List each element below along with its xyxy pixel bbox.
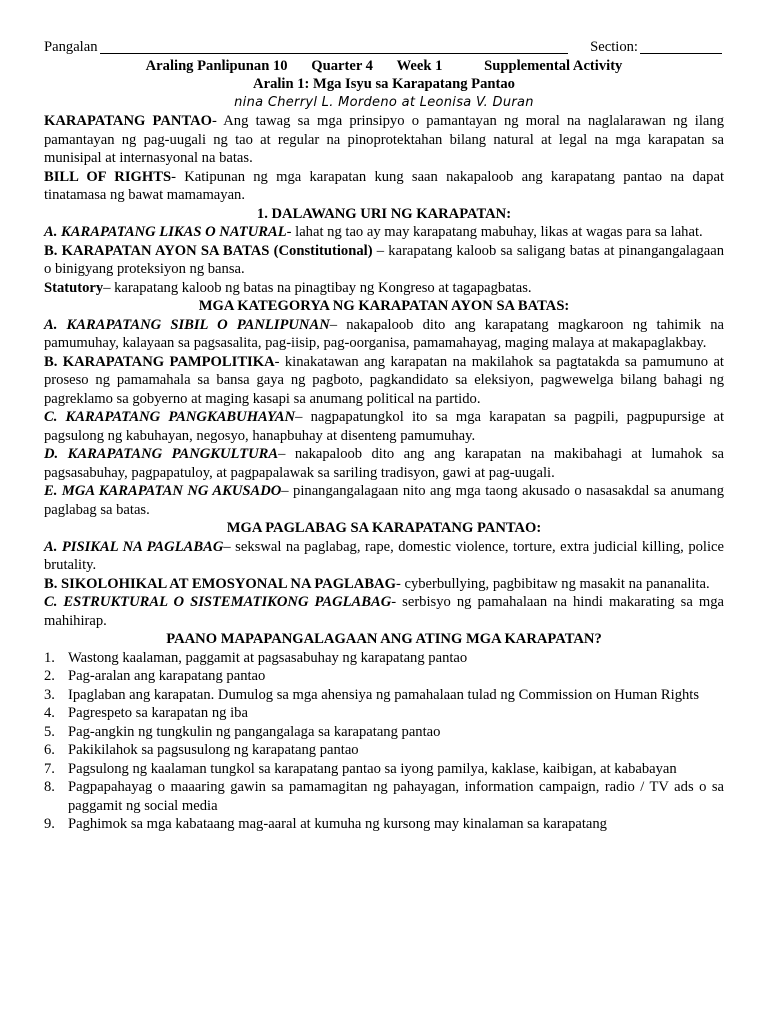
list-text: Pagrespeto sa karapatan ng iba — [68, 705, 248, 721]
item-term: D. KARAPATANG PANGKULTURA — [44, 446, 279, 462]
item-term: C. KARAPATANG PANGKABUHAYAN — [44, 409, 296, 425]
section-blank-line[interactable] — [640, 39, 722, 54]
week: Week 1 — [396, 57, 443, 74]
list-number: 5. — [44, 723, 55, 740]
item-term: Statutory — [44, 279, 104, 296]
quarter: Quarter 4 — [311, 57, 373, 74]
item-text: – nakapaloob dito ang karapatang magkaroon ng tahimik na pamumuhay, kalayaan sa pagsasalita, pag-iisip, pag-oorganisa, pamamahayag, maging malaya at makapaglakbay. — [44, 316, 724, 351]
list-number: 3. — [44, 686, 55, 703]
item-text: - lahat ng tao ay may karapatang mabuhay, likas at wagas para sa lahat. — [286, 224, 703, 240]
item-text: – nakapaloob dito ang ang karapatan na makibahagi at lumahok sa pagsasabuhay, pagpapatuloy, at pagpapalawak sa sariling tradisyon, gawi at pag-uugali. — [44, 446, 724, 481]
subject: Araling Panlipunan 10 — [145, 57, 288, 74]
list-number: 9. — [44, 816, 55, 832]
list-text: Pag-aralan ang karapatang pantao — [68, 668, 266, 684]
rights-type-item — [44, 242, 724, 279]
activity-type: Supplemental Activity — [484, 57, 623, 74]
section-heading: MGA KATEGORYA NG KARAPATAN AYON SA BATAS: — [198, 298, 570, 314]
list-text: Pakikilahok sa pagsusulong ng karapatang pantao — [68, 742, 359, 758]
item-term: C. ESTRUKTURAL O SISTEMATIKONG PAGLABAG — [44, 594, 392, 610]
category-item — [44, 316, 724, 353]
section-heading: 1. DALAWANG URI NG KARAPATAN: — [256, 205, 512, 222]
definition-text: - Katipunan ng mga karapatan kung saan nakapaloob ang karapatang pantao na dapat tinatamasa ng bawat mamamayan. — [44, 168, 724, 203]
list-number: 1. — [44, 649, 55, 666]
category-item — [44, 482, 724, 519]
definition-term: BILL OF RIGHTS — [44, 168, 172, 185]
item-text: – sekswal na paglabag, rape, domestic violence, torture, extra judicial killing, police brutality. — [44, 538, 724, 573]
list-number: 7. — [44, 760, 55, 777]
item-term: A. KARAPATANG SIBIL O PANLIPUNAN — [44, 316, 330, 333]
activity-title — [44, 57, 724, 76]
violation-item — [44, 593, 724, 630]
section-label: Section: — [590, 39, 638, 55]
item-text: - serbisyo ng pamahalaan na hindi makarating sa mga mahihirap. — [44, 594, 724, 629]
list-item — [44, 723, 724, 742]
list-text: Pagsulong ng kaalaman tungkol sa karapatang pantao sa iyong pamilya, kaklase, kaibigan, at kababayan — [68, 760, 677, 777]
item-text: - kinakatawan ang karapatan na makilahok sa pagtatakda sa pamumuno at proseso ng pamamahala sa bansa gaya ng pagboto, pagkandidato sa eleksiyon, pagwewelga bilang bahagi ng pagreklamo sa gobyerno at maging kasapi sa anumang political na partido. — [44, 353, 724, 407]
item-term: E. MGA KARAPATAN NG AKUSADO — [44, 483, 282, 499]
rights-type-item — [44, 279, 724, 298]
item-term: B. KARAPATANG PAMPOLITIKA — [44, 353, 275, 370]
list-text: Pagpapahayag o maaaring gawin sa pamamagitan ng pahayagan, information campaign, radio / TV ads o sa paggamit ng social media — [68, 779, 724, 814]
list-item — [44, 649, 724, 668]
item-text: – pinangangalagaan nito ang mga taong akusado o nasasakdal sa anumang paglabag sa batas. — [44, 483, 724, 518]
list-text: Pag-angkin ng tungkulin ng pangangalaga sa karapatang pantao — [68, 723, 441, 740]
list-item — [44, 667, 724, 686]
category-item — [44, 408, 724, 445]
item-text: – karapatang kaloob ng batas na pinagtibay ng Kongreso at tagapagbatas. — [103, 279, 532, 296]
list-number: 2. — [44, 668, 55, 684]
list-item — [44, 778, 724, 815]
item-text: - cyberbullying, pagbibitaw ng masakit na pananalita. — [395, 575, 710, 592]
name-section-row — [44, 38, 724, 57]
name-blank-line[interactable] — [100, 39, 569, 54]
definition-term: KARAPATANG PANTAO — [44, 113, 212, 129]
list-text: Paghimok sa mga kabataang mag-aaral at kumuha ng kursong may kinalaman sa karapatang — [68, 816, 607, 832]
list-item — [44, 760, 724, 779]
protection-list — [44, 649, 724, 834]
definition-paragraph — [44, 112, 724, 168]
lesson-title: Aralin 1: Mga Isyu sa Karapatang Pantao — [253, 76, 515, 92]
definition-paragraph — [44, 168, 724, 205]
list-number: 4. — [44, 705, 55, 721]
list-item — [44, 704, 724, 723]
category-item — [44, 445, 724, 482]
section-heading: PAANO MAPAPANGALAGAAN ANG ATING MGA KARAPATAN? — [166, 631, 602, 647]
list-item — [44, 741, 724, 760]
list-item — [44, 686, 724, 705]
section-heading: MGA PAGLABAG SA KARAPATANG PANTAO: — [226, 520, 542, 536]
authors: nina Cherryl L. Mordeno at Leonisa V. Duran — [234, 94, 534, 110]
item-text: – nagpapatungkol ito sa mga karapatan sa pagpili, pagpupursige at pagsulong ng kabuhayan, negosyo, hanapbuhay at disenteng pamumuhay. — [44, 409, 724, 444]
item-term: A. PISIKAL NA PAGLABAG — [44, 538, 224, 555]
list-number: 8. — [44, 779, 55, 795]
list-text: Ipaglaban ang karapatan. Dumulog sa mga ahensiya ng pamahalaan tulad ng Commission on Human Rights — [68, 686, 700, 703]
list-number: 6. — [44, 742, 55, 758]
definition-text: - Ang tawag sa mga prinsipyo o pamantayan ng moral na naglalarawan ng ilang pamantayan ng pag-uugali ng tao at regular na pinoprotektahan bilang natural at legal na mga karapatan sa munisipal at internasyonal na batas. — [44, 113, 724, 166]
item-term: B. KARAPATAN AYON SA BATAS (Constitutional) — [44, 242, 373, 259]
category-item — [44, 353, 724, 409]
list-text: Wastong kaalaman, paggamit at pagsasabuhay ng karapatang pantao — [68, 649, 468, 666]
name-label: Pangalan — [44, 39, 98, 55]
item-text: – karapatang kaloob sa saligang batas at pinangangalagaan o binigyang proteksiyon ng bansa. — [44, 242, 725, 277]
violation-item — [44, 538, 724, 575]
item-term: A. KARAPATANG LIKAS O NATURAL — [44, 224, 287, 240]
rights-type-item — [44, 223, 724, 242]
item-term: B. SIKOLOHIKAL AT EMOSYONAL NA PAGLABAG — [44, 575, 396, 592]
list-item — [44, 815, 724, 834]
violation-item — [44, 575, 724, 594]
